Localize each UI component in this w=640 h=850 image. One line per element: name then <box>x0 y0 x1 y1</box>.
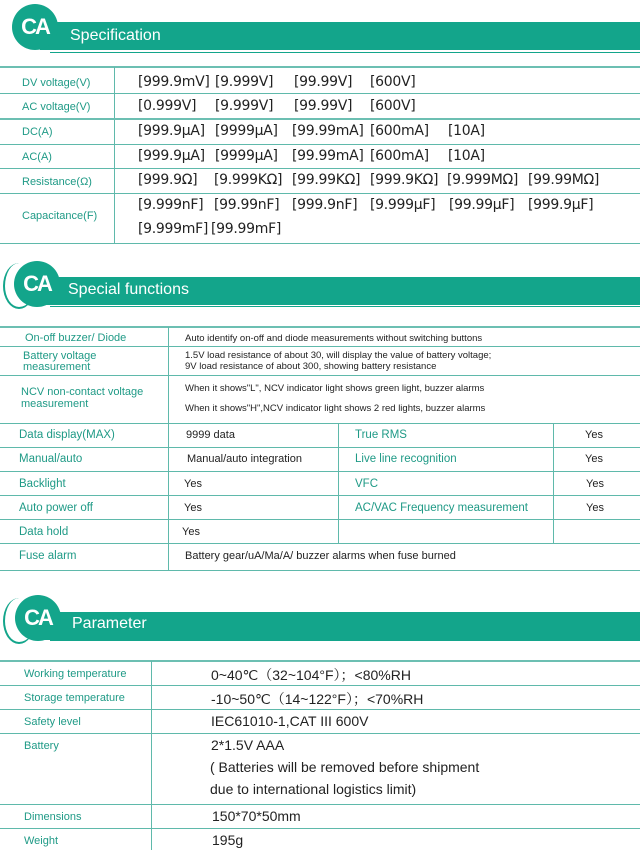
section-title: Specification <box>70 27 161 44</box>
specification-banner <box>0 0 640 60</box>
ca-logo-icon: CA <box>14 261 60 307</box>
ca-logo-icon: CA <box>15 595 61 641</box>
ca-logo-icon: CA <box>12 4 58 50</box>
section-title: Parameter <box>72 615 147 632</box>
section-title: Special functions <box>68 281 189 298</box>
parameter-banner <box>0 592 640 652</box>
special-functions-banner <box>0 255 640 315</box>
